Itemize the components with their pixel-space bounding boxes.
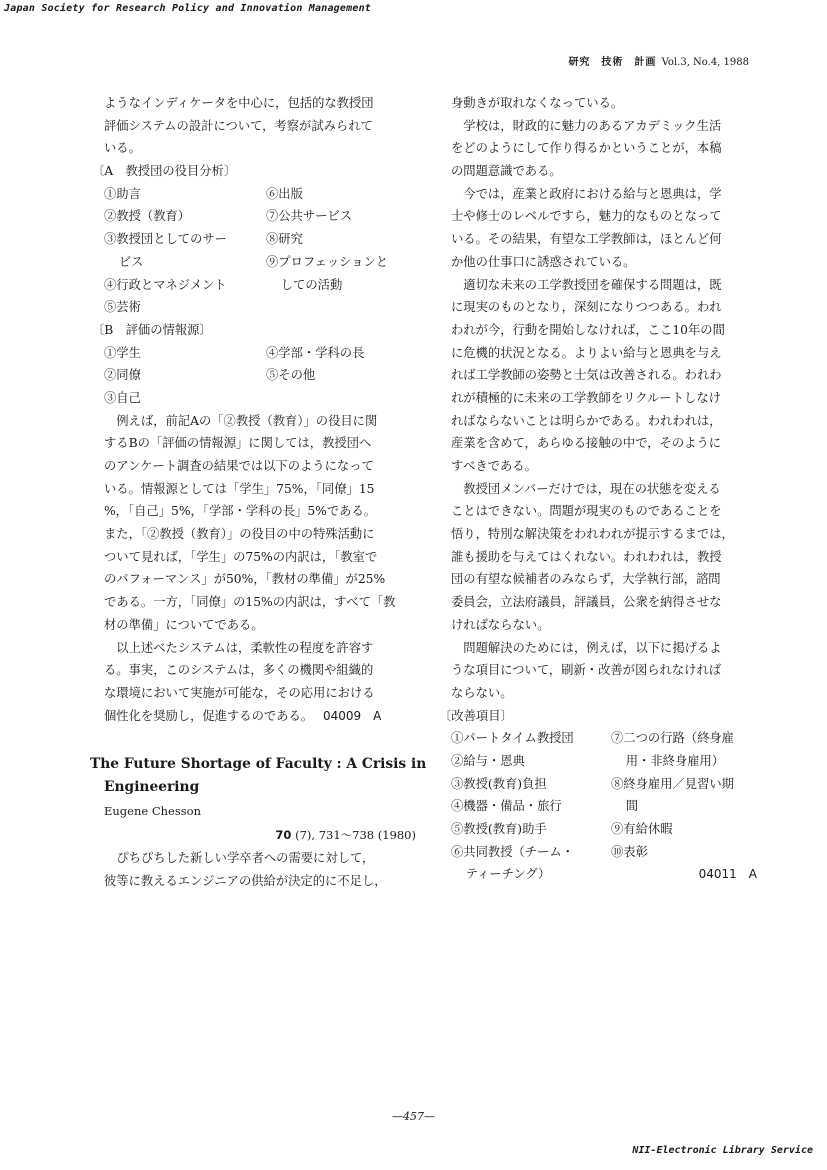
list-item: [266, 387, 416, 410]
paragraph: [451, 183, 757, 274]
list-item: ②給与・恩典: [451, 753, 525, 768]
paragraph: [451, 274, 757, 478]
text-line: の問題意識である。: [451, 164, 562, 179]
text-line: ぴちぴちした新しい学卒者への需要に対して，: [116, 851, 375, 866]
text-line: また，「②教授（教育）」の役目の中の特殊活動に: [104, 527, 375, 542]
text-line: れが積極的に未来の工学教師をリクルートしなけ: [451, 390, 721, 405]
text-line: をどのようにして作り得るかということが，本稿: [451, 141, 722, 156]
list-item: ①パートタイム教授団: [451, 731, 574, 746]
text-line: いる。その結果，有望な工学教師は，ほとんど何: [451, 232, 722, 247]
text-line: 委員会，立法府議員，評議員，公衆を納得させな: [451, 595, 722, 610]
paragraph-abstract-start: [104, 847, 416, 892]
text-line: 士や修士のレベルですら，魅力的なものとなって: [451, 209, 722, 224]
right-column: [439, 92, 757, 886]
list-item: ⑦二つの行路（終身雇: [611, 731, 734, 746]
citation-pages: (7), 731～738 (1980): [291, 828, 416, 843]
text-line: いる。: [104, 141, 141, 156]
text-line: [104, 705, 416, 728]
list-item: ②同僚: [104, 368, 141, 383]
list-item: ビス: [118, 254, 144, 269]
text-line: 彼等に教えるエンジニアの供給が決定的に不足し，: [104, 873, 387, 888]
list-item: ③自己: [104, 390, 141, 405]
list-item: ⑤芸術: [104, 300, 141, 315]
text-line: 誰も援助を与えてはくれない。われわれは，教授: [451, 549, 722, 564]
list-item: ①助言: [104, 186, 141, 201]
text-fragment: 個性化を奨励し，促進するのである。: [104, 708, 314, 723]
list-item: ⑤その他: [266, 368, 316, 383]
list-item: ⑥共同教授（チーム・: [451, 844, 574, 859]
text-line: ならない。: [451, 685, 513, 700]
text-line: 問題解決のためには，例えば，以下に掲げるよ: [463, 640, 722, 655]
text-line: いる。情報源としては「学生」75%，「同僚」15: [104, 481, 375, 496]
nii-footer: NII-Electronic Library Service: [632, 1145, 813, 1156]
page-number: —457—: [392, 1110, 435, 1123]
list-item: ティーチング）: [465, 867, 551, 882]
improvements-list: [451, 727, 757, 886]
text-line: ればならないことは明らかである。われわれは，: [451, 413, 722, 428]
text-line: 今では，産業と政府における給与と恩典は，学: [463, 186, 722, 201]
citation-volume: 70: [275, 828, 292, 843]
article-citation: [104, 823, 416, 847]
text-line: である。一方，「同僚」の15%の内訳は，すべて「教: [104, 595, 396, 610]
text-line: 例えば，前記Aの「②教授（教育）」の役目に関: [116, 413, 378, 428]
section-a-heading: 〔A 教授団の役目分析〕: [92, 164, 237, 179]
text-line: に現実のものとなり，深刻になりつつある。われ: [451, 300, 722, 315]
section-b-heading: 〔B 評価の情報源〕: [92, 322, 212, 337]
paragraph-example: [104, 410, 416, 637]
paragraph-summary: [104, 637, 416, 728]
journal-volume: Vol.3, No.4, 1988: [661, 57, 749, 68]
text-line: 材の準備」についてである。: [104, 617, 264, 632]
text-line: 適切な未来の工学教授団を確保する問題は，既: [463, 277, 722, 292]
list-item: 間: [625, 799, 639, 814]
list-item: ⑦公共サービス: [266, 209, 353, 224]
text-line: 評価システムの設計について，考察が試みられて: [104, 118, 373, 133]
text-line: ことはできない。問題が現実のものであることを: [451, 504, 722, 519]
text-line: 教授団メンバーだけでは，現在の状態を変える: [463, 481, 721, 496]
text-line: る。事実，このシステムは，多くの機関や組織的: [104, 663, 374, 678]
text-line: 身動きが取れなくなっている。: [451, 96, 624, 110]
text-line: に危機的状況となる。よりよい給与と恩典を与え: [451, 345, 722, 360]
journal-title: 研究 技術 計画: [568, 57, 657, 68]
list-item: ①学生: [104, 345, 141, 360]
text-line: な環境において実施が可能な，その応用における: [104, 685, 375, 700]
running-head: [568, 53, 749, 68]
list-item: ④行政とマネジメント: [104, 277, 227, 292]
text-line: ついて見れば，「学生」の75%の内訳は，「教室で: [104, 549, 378, 564]
text-line: われが今，行動を開始しなければ，ここ10年の間: [451, 322, 725, 337]
text-line: 産業を含めて，あらゆる接触の中で，そのように: [451, 436, 722, 451]
list-item: ⑧終身雇用／見習い期: [611, 776, 734, 791]
list-item: ⑩表彰: [611, 844, 648, 859]
text-line: 悟り，特別な解決策をわれわれが提示するまでは，: [451, 527, 734, 542]
sources-list: [104, 342, 416, 410]
article-title: The Future Shortage of Faculty : A Crisis in: [90, 756, 427, 773]
list-item: ④機器・備品・旅行: [451, 799, 562, 814]
text-line: ようなインディケータを中心に，包括的な教授団: [104, 96, 374, 110]
list-item: 用・非終身雇用）: [625, 753, 725, 768]
text-line: ければならない。: [451, 617, 550, 632]
list-item: ④学部・学科の長: [266, 345, 365, 360]
list-item: ⑧研究: [266, 232, 303, 247]
intro-paragraph: [104, 92, 416, 160]
list-item: ②教授（教育）: [104, 209, 191, 224]
text-line: するBの「評価の情報源」に関しては，教授団へ: [104, 436, 372, 451]
list-item: しての活動: [280, 277, 343, 292]
text-line: のパフォーマンス」が50%，「教材の準備」が25%: [104, 572, 386, 587]
list-item: ⑨プロフェッションと: [266, 254, 389, 269]
text-line: れば工学教師の姿勢と士気は改善される。われわ: [451, 368, 722, 383]
list-item: ⑨有給休暇: [611, 822, 673, 836]
paragraph: [451, 478, 757, 637]
paragraph: [451, 115, 757, 183]
list-item: ③教授団としてのサー: [104, 232, 227, 247]
paragraph: [451, 637, 757, 705]
text-line: か他の仕事口に誘惑されている。: [451, 254, 636, 269]
text-line: 学校は，財政的に魅力のあるアカデミック生活: [463, 118, 722, 133]
section-improvements-heading: 〔改善項目〕: [439, 708, 513, 723]
society-header: Japan Society for Research Policy and Innovation Management: [4, 3, 372, 14]
list-item: ⑥出版: [266, 186, 303, 201]
abstract-code: 04009 A: [322, 708, 382, 723]
text-line: %，「自己」5%，「学部・学科の長」5%である。: [104, 504, 377, 519]
text-line: 団の有望な候補者のみならず，大学執行部，諮問: [451, 572, 721, 587]
text-line: のアンケート調査の結果では以下のようになって: [104, 459, 374, 473]
list-item: ③教授(教育)負担: [451, 776, 547, 791]
list-item: ⑤教授(教育)助手: [451, 822, 547, 836]
text-line: すべきである。: [451, 459, 537, 473]
article-title-continued: Engineering: [104, 779, 200, 796]
left-column: [90, 92, 427, 893]
article-author: Eugene Chesson: [104, 804, 201, 819]
text-line: うな項目について，刷新・改善が図られなければ: [451, 663, 722, 678]
abstract-code: 04011 A: [698, 867, 757, 882]
list-item: [266, 296, 416, 319]
roles-list: [104, 183, 416, 319]
text-line: 以上述べたシステムは，柔軟性の程度を許容す: [116, 640, 374, 655]
